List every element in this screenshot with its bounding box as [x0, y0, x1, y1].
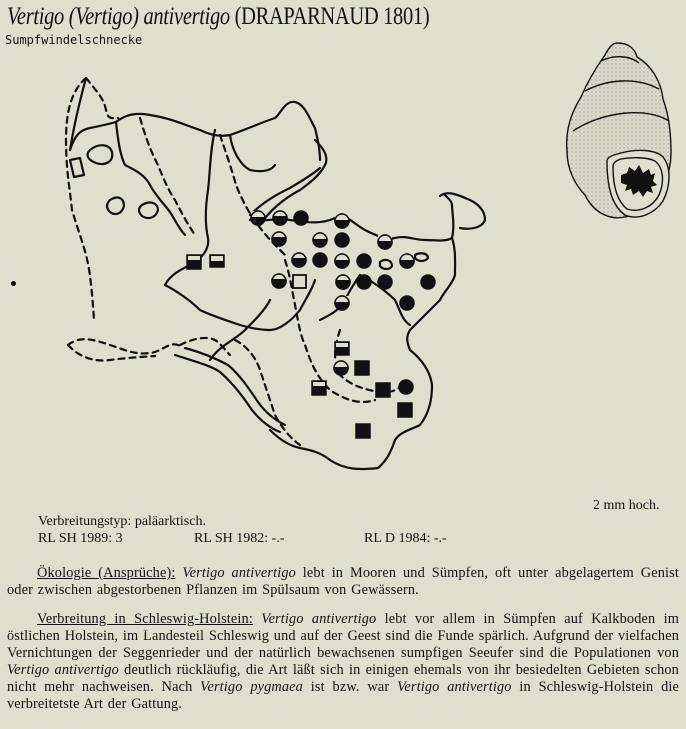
species-name: Vertigo antivertigo — [7, 662, 119, 678]
species-name: Vertigo antivertigo — [182, 565, 296, 581]
distribution-text: in Schleswig-Holstein die verbreitetste Art der Gattung. — [7, 679, 679, 712]
square-half-icon — [187, 255, 349, 395]
classification-meta — [38, 513, 447, 547]
red-list-d-1984: RL D 1984: -.- — [364, 531, 447, 546]
species-name: Vertigo antivertigo — [261, 611, 377, 627]
distribution-type-value: paläarktisch. — [134, 514, 206, 529]
red-list-sh-1982: RL SH 1982: -.- — [194, 531, 285, 546]
distribution-paragraph — [7, 611, 679, 713]
distribution-type-label: Verbreitungstyp: — [38, 514, 132, 529]
ecology-text: lebt in Mooren und Sümpfen, oft unter abgelagertem Genist oder zwischen abgestorbenen Pflanzen im Spülsaum von Gewässern. — [7, 565, 679, 598]
title-subgenus: (Vertigo) — [68, 3, 139, 30]
square-filled-icon — [355, 361, 412, 438]
square-empty-icon — [293, 275, 306, 288]
common-name: Sumpfwindelschnecke — [5, 33, 143, 47]
species-title — [7, 3, 429, 31]
distribution-map — [0, 55, 540, 495]
distribution-text: ist bzw. war — [302, 679, 398, 695]
ecology-heading: Ökologie (Ansprüche): — [37, 565, 176, 581]
species-name: Vertigo antivertigo — [397, 679, 512, 695]
map-symbols — [187, 211, 435, 438]
ecology-paragraph — [7, 565, 679, 599]
title-genus: Vertigo — [7, 3, 64, 30]
title-author: (DRAPARNAUD 1801) — [234, 3, 430, 30]
red-list-row — [38, 530, 447, 547]
distribution-text: deutlich rückläufig, die Art läßt sich in einigen ehemals von ihr besiedelten Gebieten schon nicht mehr nachweisen. Nach — [7, 662, 679, 695]
shell-illustration — [555, 35, 675, 235]
shell-size-note: 2 mm hoch. — [593, 498, 660, 513]
red-list-sh-1989: RL SH 1989: 3 — [38, 531, 123, 546]
distribution-heading: Verbreitung in Schleswig-Holstein: — [37, 611, 253, 627]
species-name: Vertigo pygmaea — [200, 679, 303, 695]
title-species: antivertigo — [143, 3, 230, 30]
circle-half-icon — [251, 211, 414, 375]
distribution-text: lebt vor allem in Sümpfen auf Kalkboden im östlichen Holstein, im Landesteil Schleswig und auf der Geest sind die Funde spärlich. Aufgrund der vielfachen Vernichtungen der Seggenrieder und der natürlich bewachsenen sumpfigen Seeufer sind die Populationen von — [7, 611, 679, 661]
distribution-type-row — [38, 513, 447, 530]
